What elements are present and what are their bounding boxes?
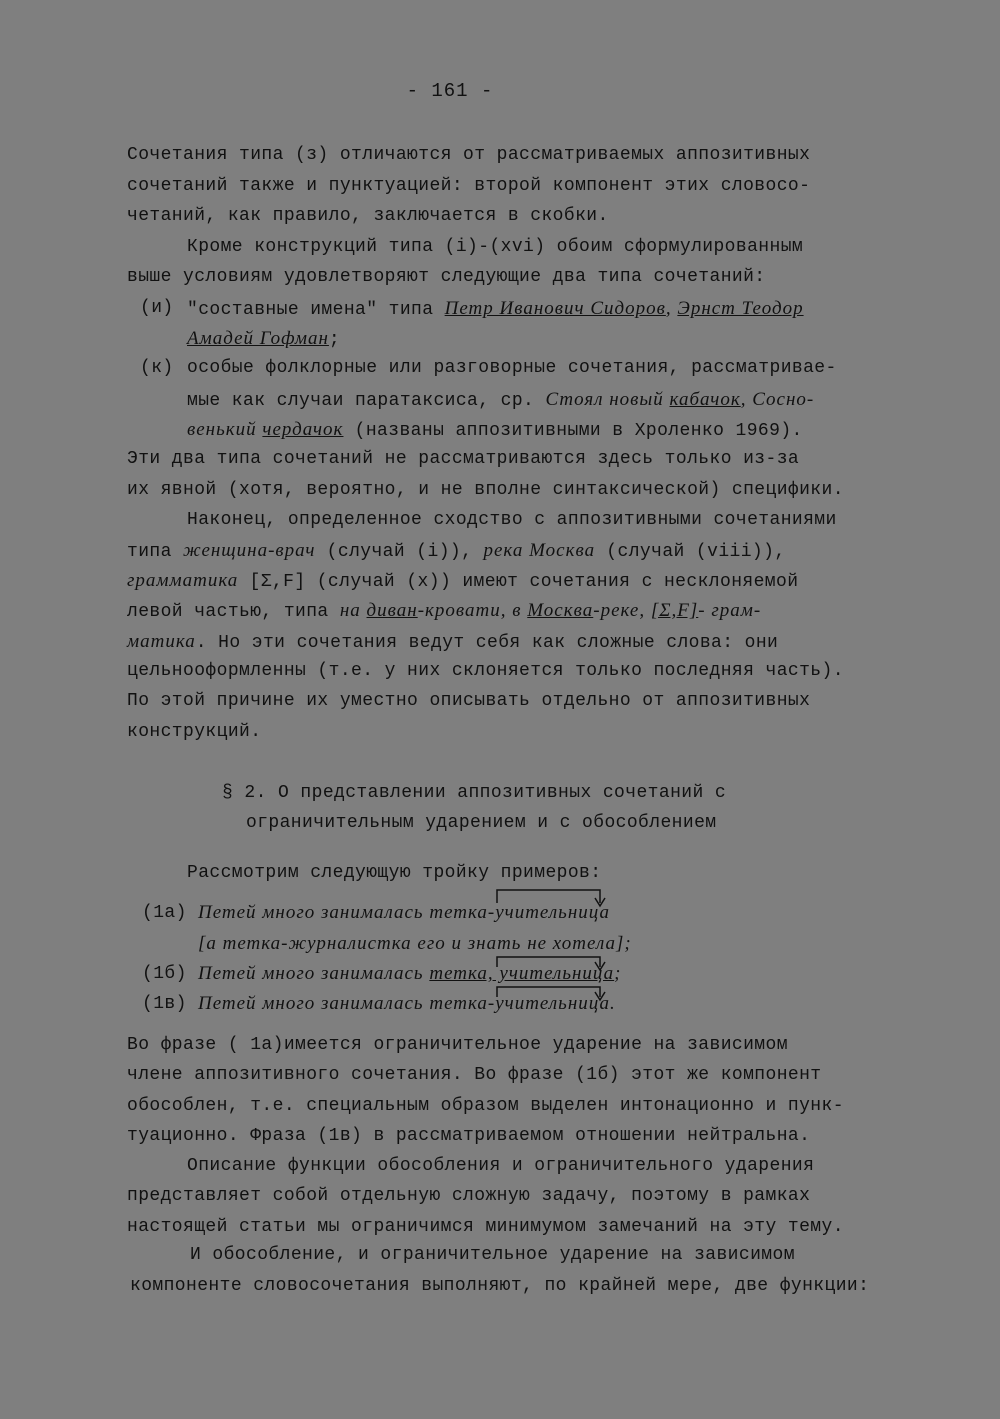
example-sentence xyxy=(198,902,610,924)
example-name: Петр Иванович Сидоров xyxy=(444,298,666,319)
text-run: мые как случаи паратаксиса, ср. xyxy=(187,391,546,411)
example-text: -кровати, в xyxy=(417,600,528,621)
text-line: И обособление, и ограничительное ударение на зависимом xyxy=(190,1245,795,1265)
example-text: диван xyxy=(366,600,418,621)
example-sentence xyxy=(198,963,621,985)
example-label: (1а) xyxy=(142,903,187,923)
example-continuation: [а тетка-журналистка его и знать не хотела]; xyxy=(198,933,632,954)
text-line: По этой причине их уместно описывать отдельно от аппозитивных xyxy=(127,691,811,711)
example-text: кабачок xyxy=(669,389,741,410)
page-number: - 161 - xyxy=(406,80,494,102)
text-run: Петей много занималась xyxy=(198,993,430,1014)
example-text: венький xyxy=(187,419,263,440)
example-text: матика xyxy=(127,631,196,652)
text-run: (названы аппозитивными в Хроленко 1969). xyxy=(343,421,803,441)
text-run: (случай (viii)), xyxy=(595,542,786,562)
text-line: четаний, как правило, заключается в скобки. xyxy=(127,206,609,226)
text-run: [Σ,F] (случай (x)) имеют сочетания с несклоняемой xyxy=(238,572,799,592)
text-run: Петей много занималась xyxy=(198,963,430,984)
text-line: Наконец, определенное сходство с аппозитивными сочетаниями xyxy=(187,510,837,530)
text-run: (случай (i)), xyxy=(315,542,484,562)
example-text: -реке, xyxy=(593,600,651,621)
text-run: ; xyxy=(328,330,341,350)
example-text: , Сосно- xyxy=(740,389,815,410)
text-line: обособлен, т.е. специальным образом выделен интонационно и пунк- xyxy=(127,1096,844,1116)
example-label: (1в) xyxy=(142,994,187,1014)
example-text: Стоял новый xyxy=(545,389,670,410)
text-line: выше условиям удовлетворяют следующие два типа сочетаний: xyxy=(127,267,766,287)
text-run: тетка, учительница xyxy=(429,963,615,984)
text-run: Петей много занималась xyxy=(198,902,430,923)
text-line: особые фолклорные или разговорные сочетания, рассматривае- xyxy=(187,358,837,378)
text-line: компоненте словосочетания выполняют, по крайней мере, две функции: xyxy=(130,1276,870,1296)
text-line: Эти два типа сочетаний не рассматриваются здесь только из-за xyxy=(127,449,800,469)
text-run: "составные имена" типа xyxy=(187,300,445,320)
heading-line: ограничительным ударением и с обособлением xyxy=(246,813,717,833)
text-run: . xyxy=(609,993,616,1014)
example-name: Эрнст Теодор xyxy=(677,298,804,319)
text-line: их явной (хотя, вероятно, и не вполне синтаксической) специфики. xyxy=(127,480,844,500)
example-label: (1б) xyxy=(142,964,187,984)
example-text: грамматика xyxy=(127,570,239,591)
text-run: типа xyxy=(127,542,184,562)
text-line: конструкций. xyxy=(127,722,262,742)
example-text: женщина-врач xyxy=(183,540,316,561)
example-text: на xyxy=(339,600,367,621)
heading-line: § 2. О представлении аппозитивных сочетаний с xyxy=(222,783,727,803)
text-run: тетка-учительница xyxy=(429,902,610,923)
example-text: Москва xyxy=(527,600,594,621)
examples-intro: Рассмотрим следующую тройку примеров: xyxy=(187,863,602,883)
text-line: туационно. Фраза (1в) в рассматриваемом отношении нейтральна. xyxy=(127,1126,811,1146)
example-name: Амадей Гофман xyxy=(187,328,329,349)
list-marker: (и) xyxy=(140,298,174,318)
text-run: , xyxy=(665,298,678,319)
text-line: Сочетания типа (з) отличаются от рассматриваемых аппозитивных xyxy=(127,145,811,165)
text-line: представляет собой отдельную сложную задачу, поэтому в рамках xyxy=(127,1186,811,1206)
text-line: члене аппозитивного сочетания. Во фразе (1б) этот же компонент xyxy=(127,1065,822,1085)
example-text: чердачок xyxy=(262,419,344,440)
text-line: настоящей статьи мы ограничимся минимумом замечаний на эту тему. xyxy=(127,1217,844,1237)
example-text: [Σ,F] xyxy=(650,600,699,621)
text-line: Во фразе ( 1а)имеется ограничительное ударение на зависимом xyxy=(127,1035,788,1055)
text-run: . Но эти сочетания ведут себя как сложные слова: они xyxy=(195,633,779,653)
example-text: - грам- xyxy=(698,600,762,621)
example-text: река Москва xyxy=(483,540,596,561)
text-run: ; xyxy=(614,963,622,984)
text-line: Кроме конструкций типа (i)-(xvi) обоим сформулированным xyxy=(187,237,804,257)
text-line: Описание функции обособления и ограничительного ударения xyxy=(187,1156,815,1176)
list-marker: (к) xyxy=(140,358,174,378)
text-line: сочетаний также и пунктуацией: второй компонент этих словосо- xyxy=(127,176,811,196)
text-line: цельнооформленны (т.е. у них склоняется только последняя часть). xyxy=(127,661,844,681)
example-sentence xyxy=(198,993,616,1015)
text-run: тетка-учительница xyxy=(429,993,610,1014)
text-run: левой частью, типа xyxy=(127,602,340,622)
